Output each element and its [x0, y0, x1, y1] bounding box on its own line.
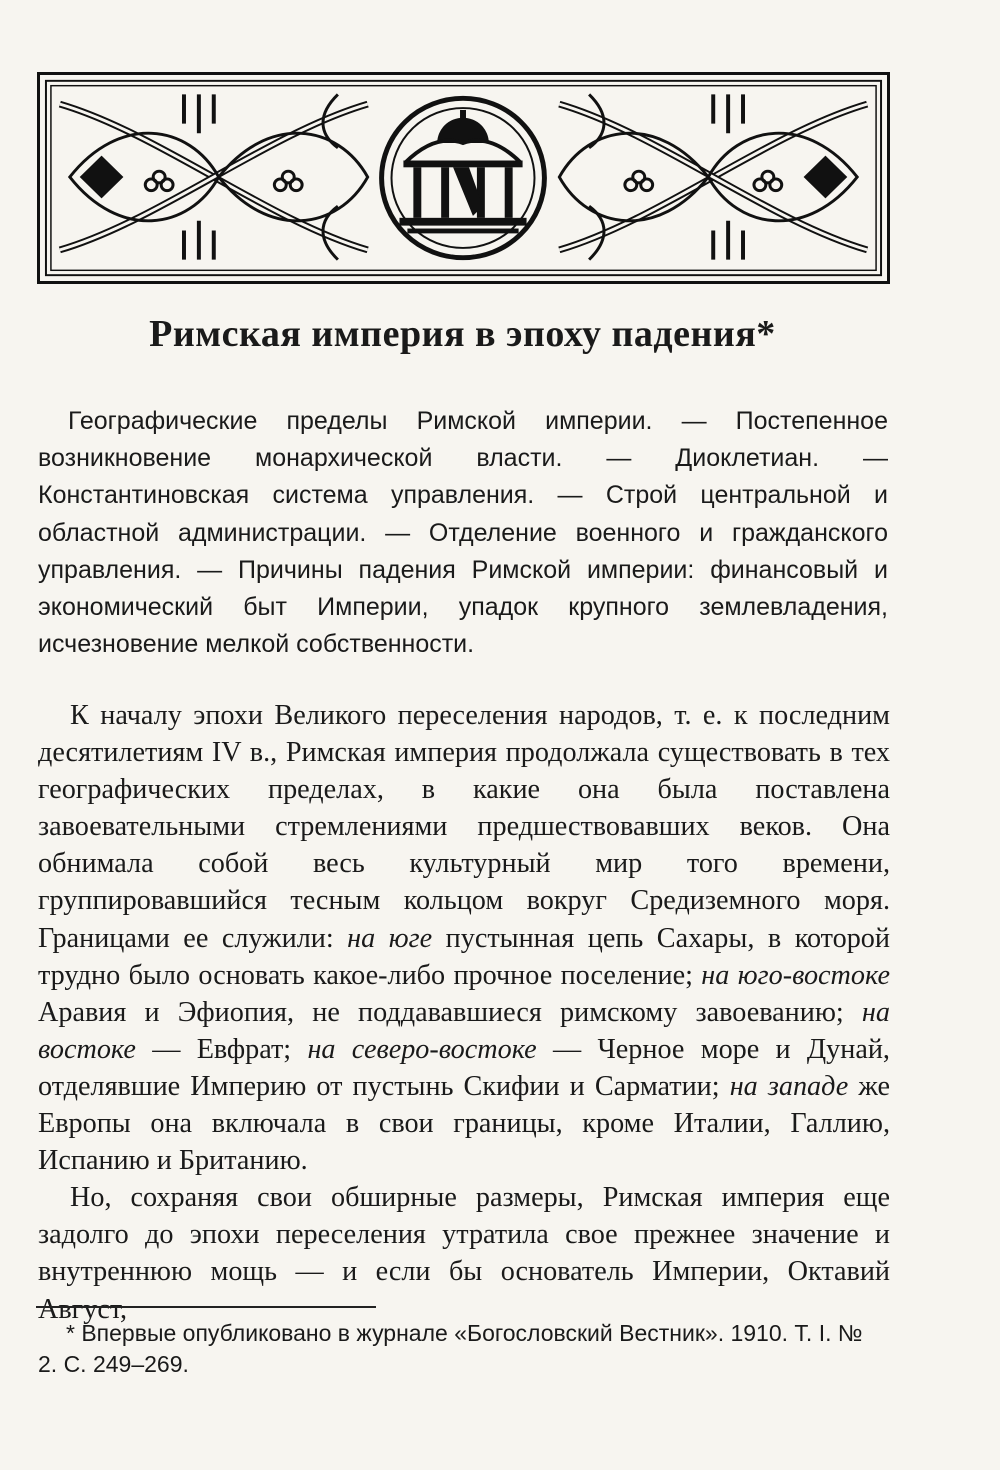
emphasis-southeast: на юго-востоке	[701, 959, 891, 991]
footnote-divider	[36, 1306, 376, 1308]
text-run: же Европы она включала в свои границы, кроме Италии, Галлию, Испанию и Британию.	[38, 1070, 890, 1177]
chapter-title: Римская империя в эпоху падения*	[149, 313, 776, 355]
text-run: пустынная цепь Сахары, в которой трудно было основать какое-либо прочное поселение;	[38, 922, 890, 991]
footnote: * Впервые опубликовано в журнале «Богословский Вестник». 1910. Т. I. № 2. С. 249–269.	[38, 1320, 863, 1377]
chapter-summary: Географические пределы Римской империи. — Постепенное возникновение монархической власти. — Диоклетиан. — Константиновская система управления. — Строй центральной и областной администрации. — Отделение военного и гражданского управления. — Причины падения Римской империи: финансовый и экономический быт Империи, упадок крупного землевладения, исчезновение мелкой собственности.	[38, 407, 888, 659]
emphasis-east: на востоке	[38, 996, 890, 1065]
paragraph-1	[38, 697, 890, 1179]
paragraph-2: Но, сохраняя свои обширные размеры, Римская империя еще задолго до эпохи переселения утратила свое прежнее значение и внутреннюю мощь — и если бы основатель Империи, Октавий Август,	[38, 1182, 890, 1325]
text-run: К началу эпохи Великого переселения народов, т. е. к последним десятилетиям IV в., Римская империя продолжала существовать в тех географических пределах, в какие она была поставлена завоевательными стремлениями предшествовавших веков. Она обнимала собой весь культурный мир того времени, группировавшийся тесным кольцом вокруг Средиземного моря. Границами ее служили:	[38, 700, 890, 954]
text-run: — Евфрат;	[135, 1033, 308, 1065]
emphasis-south: на юге	[347, 922, 433, 954]
main-text	[38, 697, 890, 1328]
ornament-illustration	[40, 75, 887, 281]
text-run: — Черное море и Дунай, отделявшие Империю от пустынь Скифии и Сарматии;	[38, 1033, 890, 1102]
emphasis-west: на западе	[729, 1070, 849, 1102]
emphasis-northeast: на северо-востоке	[307, 1033, 537, 1065]
text-run: Аравия и Эфиопия, не поддававшиеся римскому завоеванию;	[38, 996, 862, 1028]
ornamental-banner	[37, 72, 890, 284]
